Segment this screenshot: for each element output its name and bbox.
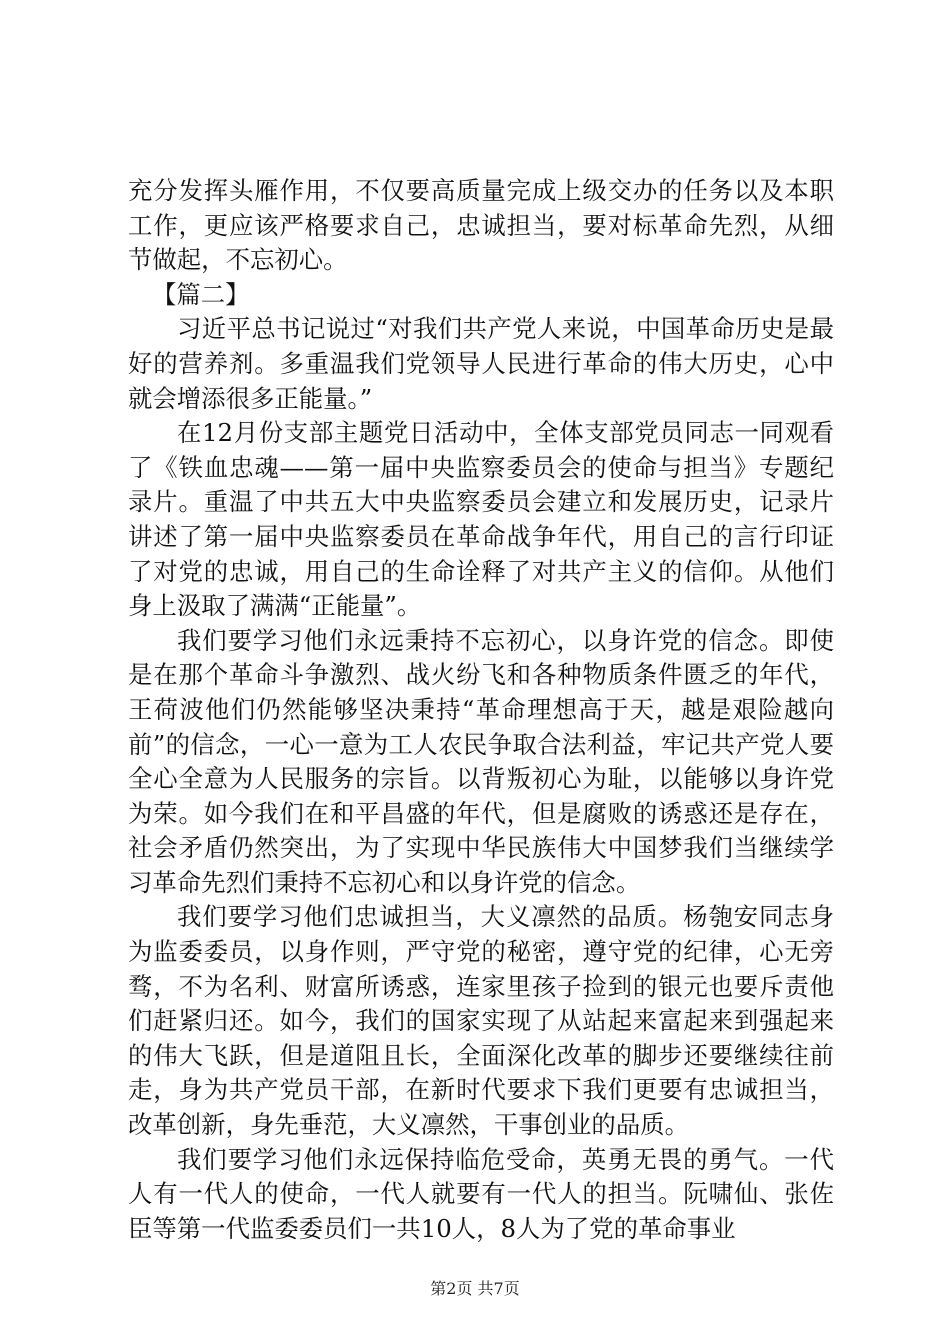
paragraph-continuation: 充分发挥头雁作用，不仅要高质量完成上级交办的任务以及本职工作，更应该严格要求自己，忠诚担当，要对标革命先烈，从细节做起，不忘初心。: [128, 176, 834, 275]
paragraph-activity: 在12月份支部主题党日活动中，全体支部党员同志一同观看了《铁血忠魂——第一届中央监察委员会的使命与担当》专题纪录片。重温了中共五大中央监察委员会建立和发展历史，记录片讲述了第一届中央监察委员在革命战争年代，用自己的言行印证了对党的忠诚，用自己的生命诠释了对共产主义的信仰。从他们身上汲取了满满“正能量”。: [128, 418, 834, 621]
paragraph-quote: 习近平总书记说过“对我们共产党人来说，中国革命历史是最好的营养剂。多重温我们党领导人民进行革命的伟大历史，心中就会增添很多正能量。”: [128, 314, 834, 413]
paragraph-learn-belief: 我们要学习他们永远秉持不忘初心，以身许党的信念。即使是在那个革命斗争激烈、战火纷飞和各种物质条件匮乏的年代，王荷波他们仍然能够坚决秉持“革命理想高于天，越是艰险越向前”的信念，一心一意为工人农民争取合法利益，牢记共产党人要全心全意为人民服务的宗旨。以背叛初心为耻，以能够以身许党为荣。如今我们在和平昌盛的年代，但是腐败的诱惑还是存在，社会矛盾仍然突出，为了实现中华民族伟大中国梦我们当继续学习革命先烈们秉持不忘初心和以身许党的信念。: [128, 625, 834, 897]
paragraph-learn-loyalty: 我们要学习他们忠诚担当，大义凛然的品质。杨匏安同志身为监委委员，以身作则，严守党的秘密，遵守党的纪律，心无旁骛，不为名利、财富所诱惑，连家里孩子捡到的银元也要斥责他们赶紧归还。如今，我们的国家实现了从站起来富起来到强起来的伟大飞跃，但是道阻且长，全面深化改革的脚步还要继续往前走，身为共产党员干部，在新时代要求下我们更要有忠诚担当，改革创新，身先垂范，大义凛然，干事创业的品质。: [128, 902, 834, 1140]
page-footer: 第2页 共7页: [430, 1279, 520, 1298]
document-body: [128, 174, 834, 1246]
paragraph-learn-courage: 我们要学习他们永远保持临危受命，英勇无畏的勇气。一代人有一代人的使命，一代人就要有一代人的担当。阮啸仙、张佐臣等第一代监委委员们一共10人，8人为了党的革命事业: [128, 1144, 834, 1243]
section-heading: 【篇二】: [152, 279, 250, 309]
